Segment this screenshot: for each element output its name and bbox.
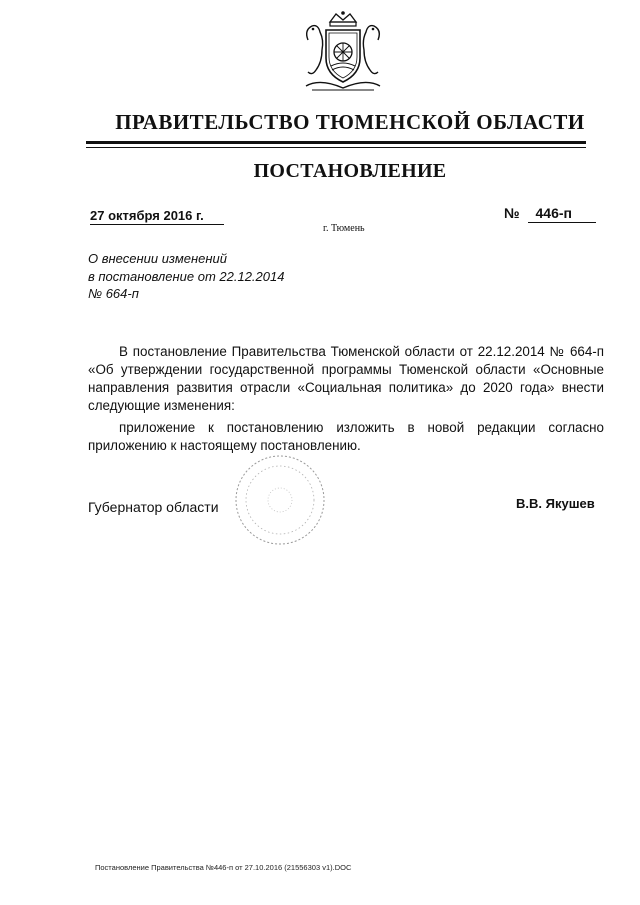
document-number — [504, 205, 596, 223]
footer-file-reference: Постановление Правительства №446-п от 27.10.2016 (21556303 v1).DOC — [95, 863, 352, 872]
signer-name: В.В. Якушев — [516, 496, 595, 511]
title-rule-thin — [86, 147, 586, 148]
document-body — [88, 343, 604, 459]
number-sign: № — [504, 205, 520, 221]
government-title: ПРАВИТЕЛЬСТВО ТЮМЕНСКОЙ ОБЛАСТИ — [115, 110, 585, 134]
document-subject — [88, 250, 284, 303]
subject-line: в постановление от 22.12.2014 — [88, 268, 285, 284]
document-type: ПОСТАНОВЛЕНИЕ — [253, 160, 447, 182]
coat-of-arms-icon — [300, 10, 386, 96]
city: г. Тюмень — [323, 223, 365, 234]
document-date: 27 октября 2016 г. — [90, 208, 224, 225]
number-value: 446-п — [528, 205, 596, 223]
subject-line: № 664-п — [88, 286, 139, 301]
title-rule-thick — [86, 141, 586, 144]
body-paragraph: В постановление Правительства Тюменской области от 22.12.2014 № 664-п «Об утверждении государственной программы Тюменской области «Основные направления развития отрасли «Социальная политика» до 2020 года» внести следующие изменения: — [88, 344, 604, 413]
body-paragraph: приложение к постановлению изложить в новой редакции согласно приложению к настоящему постановлению. — [88, 420, 604, 453]
official-seal-icon — [232, 452, 328, 548]
subject-line: О внесении изменений — [88, 251, 227, 266]
signer-title: Губернатор области — [88, 499, 219, 515]
